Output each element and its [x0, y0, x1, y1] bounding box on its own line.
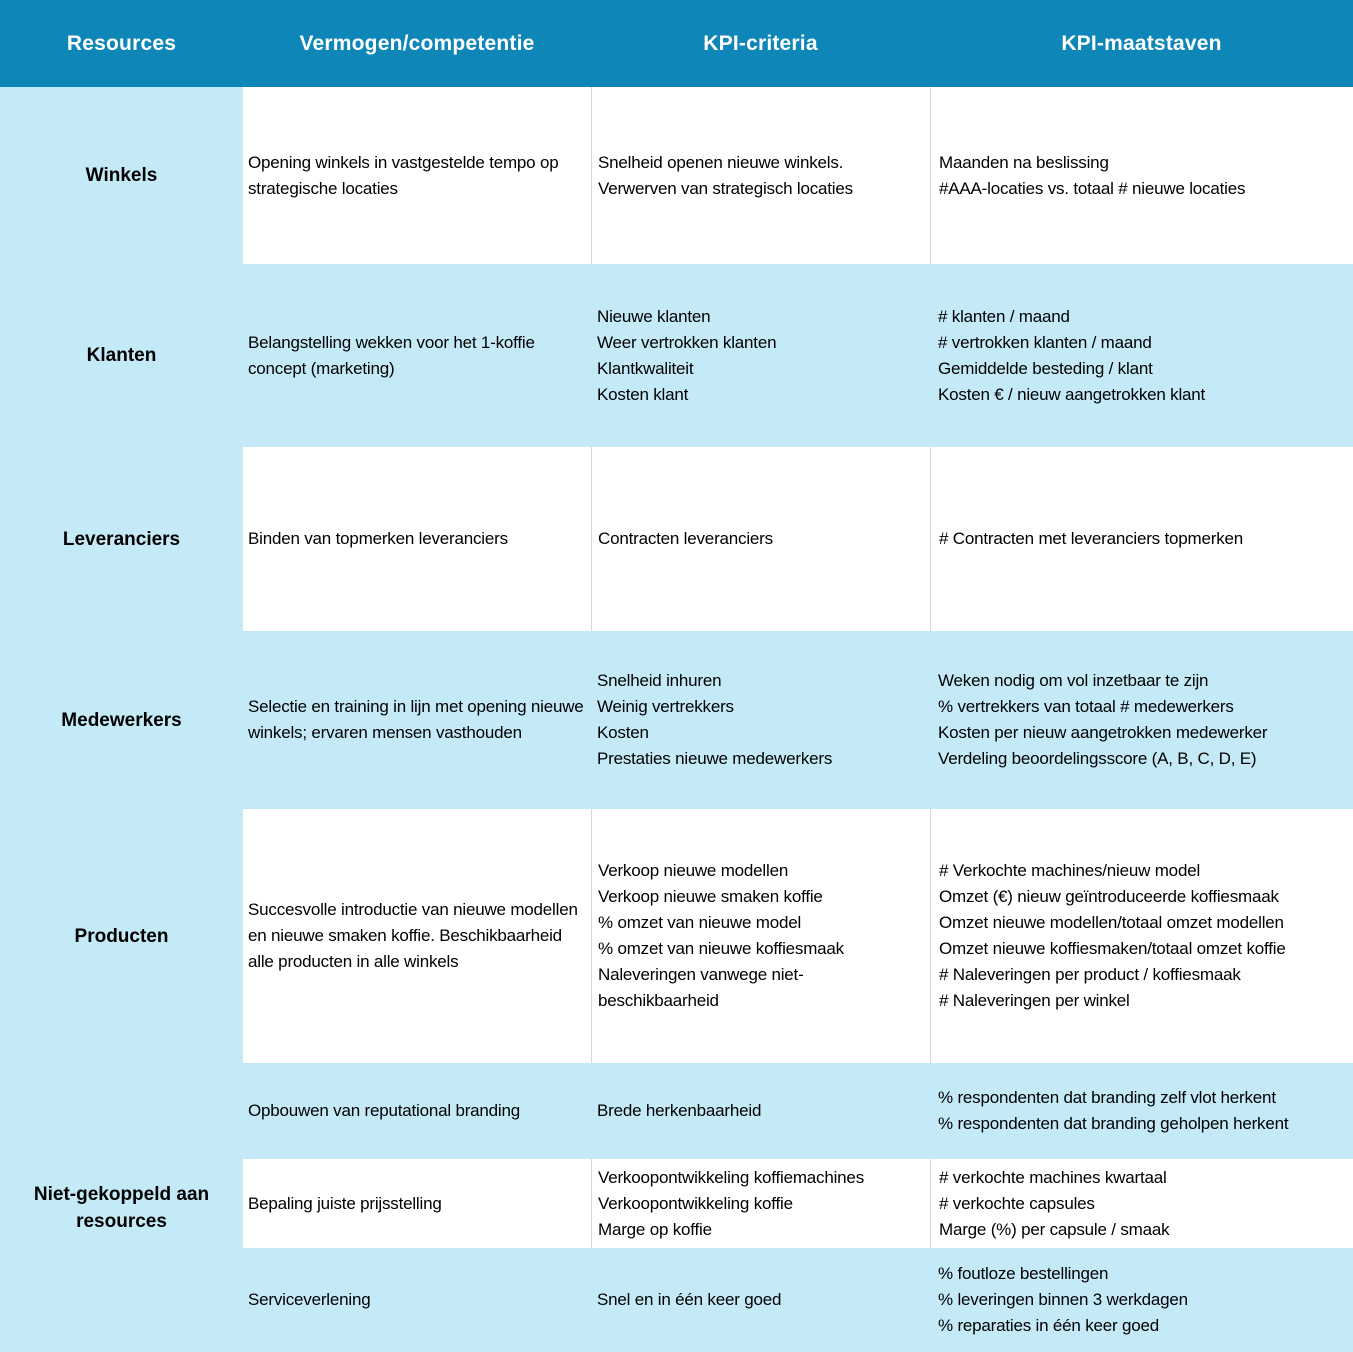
- cell-line: # vertrokken klanten / maand: [938, 332, 1152, 352]
- cell-line: Kosten: [597, 723, 649, 742]
- cell-line: Omzet nieuwe modellen/totaal omzet modellen: [939, 913, 1284, 932]
- cell-line: % respondenten dat branding zelf vlot herkent: [938, 1088, 1276, 1107]
- competentie-cell: [243, 87, 591, 264]
- kpi-criteria-cell: [591, 447, 930, 631]
- cell-line: #AAA-locaties vs. totaal # nieuwe locaties: [939, 178, 1246, 198]
- cell-line: Nieuwe klanten: [597, 306, 711, 326]
- cell-line: Serviceverlening: [248, 1290, 371, 1309]
- kpi-maatstaven-cell: [930, 87, 1353, 264]
- row-group-niet-gekoppeld: [0, 1063, 1353, 1352]
- header-cell-vermogen: Vermogen/competentie: [299, 31, 535, 55]
- cell-line: Verkoop nieuwe modellen: [598, 861, 789, 880]
- cell-line: # verkochte machines kwartaal: [939, 1167, 1167, 1187]
- cell-line: Weken nodig om vol inzetbaar te zijn: [938, 671, 1209, 690]
- cell-line: Kosten klant: [597, 384, 689, 404]
- kpi-criteria-cell: [591, 809, 930, 1063]
- cell-line: Verdeling beoordelingsscore (A, B, C, D, E): [938, 749, 1257, 768]
- resource-cell: Klanten: [0, 264, 243, 447]
- subrow-serviceverlening: [243, 1248, 1353, 1352]
- cell-line: Omzet nieuwe koffiesmaken/totaal omzet koffie: [939, 939, 1286, 958]
- group-subrows: [243, 1063, 1353, 1352]
- row-winkels: [0, 87, 1353, 264]
- cell-line: Bepaling juiste prijsstelling: [248, 1193, 442, 1213]
- cell-line: # Naleveringen per product / koffiesmaak: [939, 965, 1241, 984]
- kpi-maatstaven-cell: [930, 1159, 1353, 1248]
- kpi-maatstaven-cell: [930, 1063, 1353, 1159]
- cell-line: Prestaties nieuwe medewerkers: [597, 749, 833, 768]
- cell-line: Snelheid openen nieuwe winkels.: [598, 152, 844, 172]
- cell-line: Weer vertrokken klanten: [597, 332, 777, 352]
- cell-line: Snel en in één keer goed: [597, 1290, 782, 1309]
- header-cell-kpi-criteria: KPI-criteria: [703, 31, 818, 55]
- cell-line: Weinig vertrekkers: [597, 697, 734, 716]
- kpi-maatstaven-cell: [930, 264, 1353, 447]
- cell-line: % reparaties in één keer goed: [938, 1316, 1160, 1335]
- cell-line: # verkochte capsules: [939, 1193, 1095, 1213]
- cell-line: Snelheid inhuren: [597, 671, 722, 690]
- row-producten: [0, 809, 1353, 1063]
- kpi-criteria-cell: [591, 1248, 930, 1352]
- cell-line: Naleveringen vanwege niet-beschikbaarheid: [598, 965, 804, 1010]
- kpi-maatstaven-cell: [930, 1248, 1353, 1352]
- resource-cell: Niet-gekoppeld aan resources: [0, 1063, 243, 1352]
- cell-line: Gemiddelde besteding / klant: [938, 358, 1153, 378]
- cell-line: Brede herkenbaarheid: [597, 1101, 762, 1120]
- kpi-criteria-cell: [591, 264, 930, 447]
- subrow-branding: [243, 1063, 1353, 1159]
- cell-line: % leveringen binnen 3 werkdagen: [938, 1290, 1188, 1309]
- kpi-maatstaven-cell: [930, 631, 1353, 809]
- cell-line: Marge (%) per capsule / smaak: [939, 1219, 1170, 1239]
- resource-cell: Winkels: [0, 87, 243, 264]
- subrow-prijsstelling: [243, 1159, 1353, 1248]
- resource-cell: Leveranciers: [0, 447, 243, 631]
- cell-line: # Contracten met leveranciers topmerken: [939, 529, 1244, 548]
- cell-line: # klanten / maand: [938, 306, 1070, 326]
- kpi-criteria-cell: [591, 1063, 930, 1159]
- header-row: [0, 0, 1353, 87]
- competentie-cell: [243, 447, 591, 631]
- kpi-criteria-cell: [591, 631, 930, 809]
- cell-line: Binden van topmerken leveranciers: [248, 529, 508, 548]
- cell-line: Verkoopontwikkeling koffiemachines: [598, 1167, 864, 1187]
- cell-line: # Verkochte machines/nieuw model: [939, 861, 1201, 880]
- cell-line: Verkoopontwikkeling koffie: [598, 1193, 793, 1213]
- cell-line: Verwerven van strategisch locaties: [598, 178, 853, 198]
- resource-cell: Medewerkers: [0, 631, 243, 809]
- row-medewerkers: [0, 631, 1353, 809]
- cell-line: Succesvolle introductie van nieuwe modellen en nieuwe smaken koffie. Beschikbaarheid alle producten in alle winkels: [248, 900, 578, 971]
- cell-line: Opbouwen van reputational branding: [248, 1101, 521, 1120]
- cell-line: % foutloze bestellingen: [938, 1264, 1109, 1283]
- kpi-maatstaven-cell: [930, 447, 1353, 631]
- kpi-maatstaven-cell: [930, 809, 1353, 1063]
- competentie-cell: [243, 1063, 591, 1159]
- cell-line: Omzet (€) nieuw geïntroduceerde koffiesmaak: [939, 887, 1279, 906]
- header-cell-resources: Resources: [66, 31, 177, 55]
- row-leveranciers: [0, 447, 1353, 631]
- cell-line: Klantkwaliteit: [597, 358, 694, 378]
- cell-line: Opening winkels in vastgestelde tempo op strategische locaties: [248, 152, 559, 198]
- cell-line: Kosten per nieuw aangetrokken medewerker: [938, 723, 1268, 742]
- cell-line: % respondenten dat branding geholpen herkent: [938, 1114, 1289, 1133]
- header-cell-kpi-maatstaven: KPI-maatstaven: [1061, 31, 1222, 55]
- cell-line: Marge op koffie: [598, 1219, 712, 1239]
- kpi-criteria-cell: [591, 87, 930, 264]
- kpi-criteria-cell: [591, 1159, 930, 1248]
- cell-line: Selectie en training in lijn met opening nieuwe winkels; ervaren mensen vasthouden: [248, 697, 584, 742]
- cell-line: % vertrekkers van totaal # medewerkers: [938, 697, 1234, 716]
- resource-cell: Producten: [0, 809, 243, 1063]
- competentie-cell: [243, 1159, 591, 1248]
- row-klanten: [0, 264, 1353, 447]
- cell-line: Verkoop nieuwe smaken koffie: [598, 887, 823, 906]
- cell-line: Belangstelling wekken voor het 1-koffie concept (marketing): [248, 332, 535, 378]
- competentie-cell: [243, 264, 591, 447]
- cell-line: % omzet van nieuwe model: [598, 913, 802, 932]
- cell-line: # Naleveringen per winkel: [939, 991, 1130, 1010]
- cell-line: % omzet van nieuwe koffiesmaak: [598, 939, 844, 958]
- cell-line: Maanden na beslissing: [939, 152, 1109, 172]
- cell-line: Contracten leveranciers: [598, 529, 773, 548]
- cell-line: Kosten € / nieuw aangetrokken klant: [938, 384, 1206, 404]
- competentie-cell: [243, 1248, 591, 1352]
- competentie-cell: [243, 631, 591, 809]
- competentie-cell: [243, 809, 591, 1063]
